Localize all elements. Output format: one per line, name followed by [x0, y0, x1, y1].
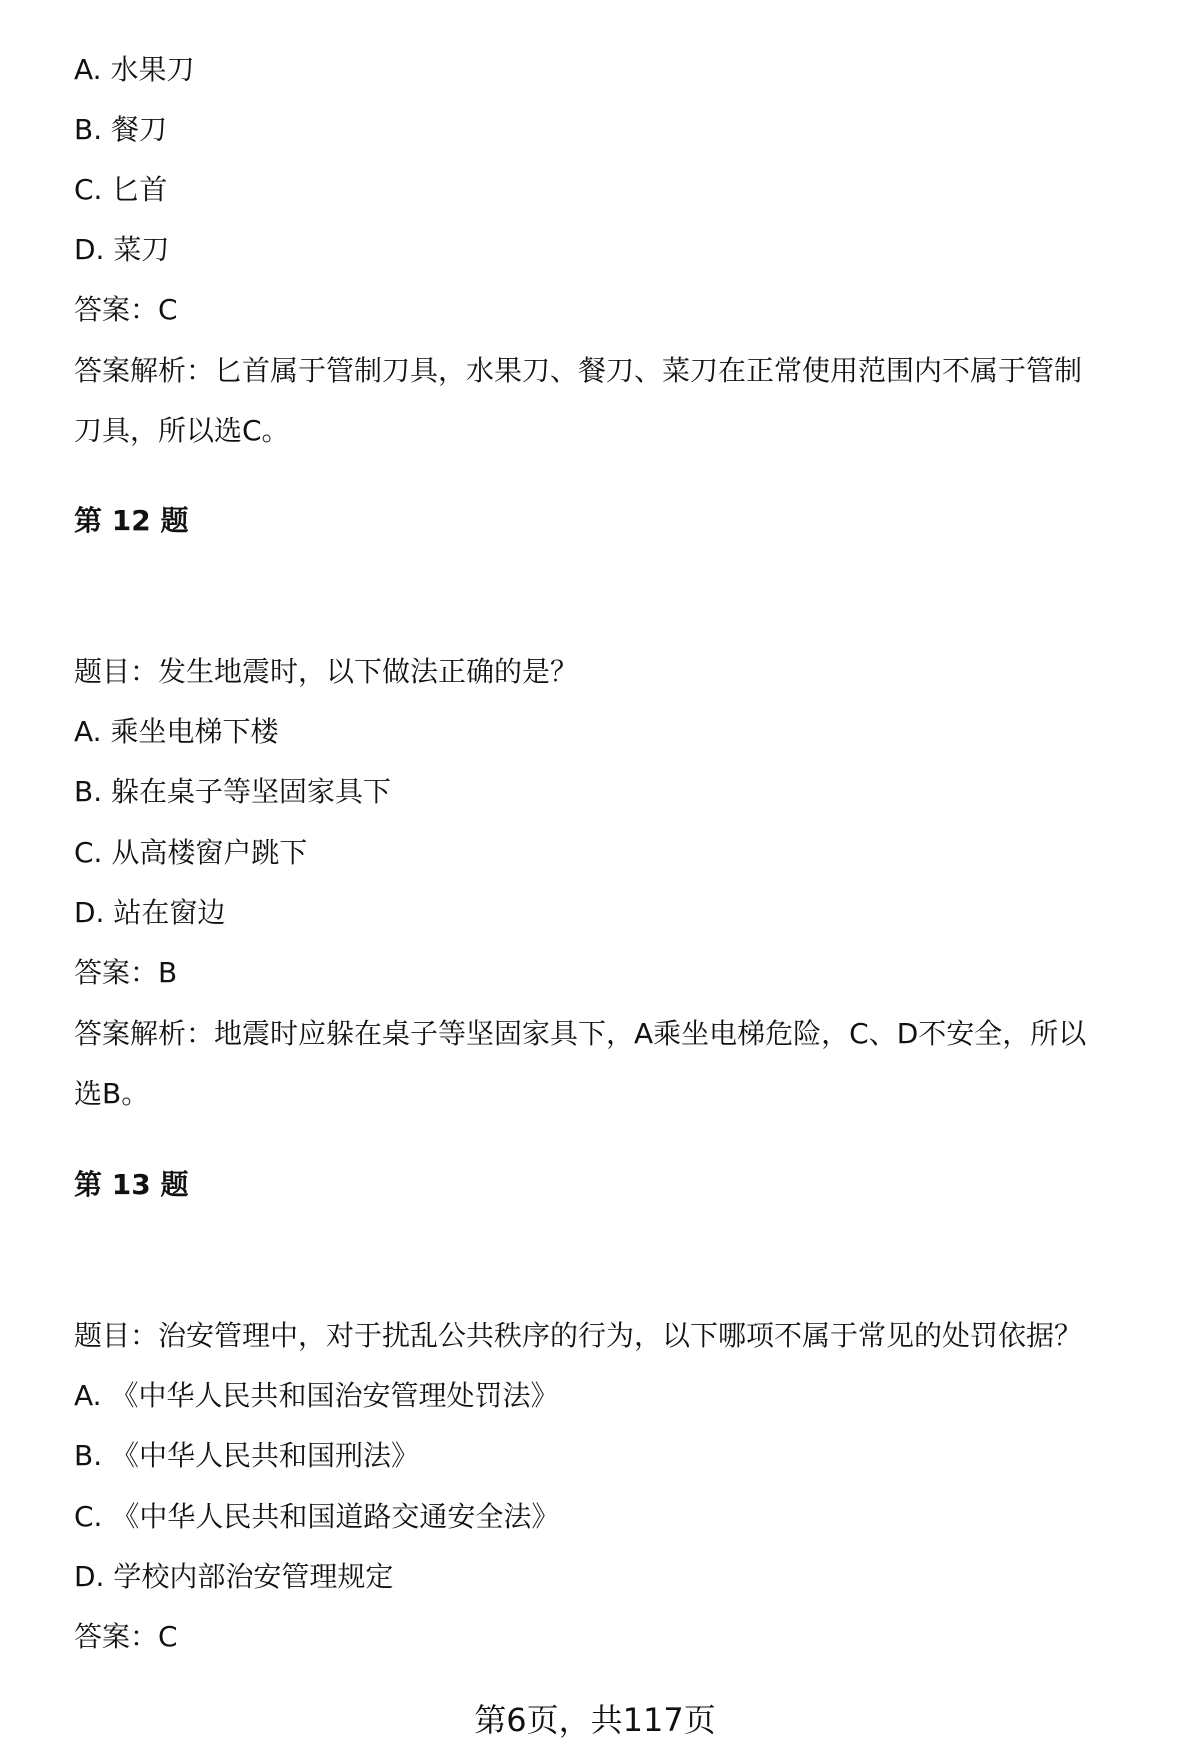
q13-option-b: B. 《中华人民共和国刑法》 — [74, 1439, 420, 1472]
q11-answer: 答案：C — [74, 293, 178, 326]
q12-explanation-line1: 答案解析：地震时应躲在桌子等坚固家具下，A乘坐电梯危险，C、D不安全，所以 — [74, 1017, 1087, 1050]
q13-heading: 第 13 题 — [74, 1168, 189, 1201]
q12-option-d: D. 站在窗边 — [74, 896, 226, 929]
q13-question: 题目：治安管理中，对于扰乱公共秩序的行为，以下哪项不属于常见的处罚依据？ — [74, 1319, 1083, 1352]
q11-explanation-line2: 刀具，所以选C。 — [74, 414, 290, 447]
q12-option-c: C. 从高楼窗户跳下 — [74, 836, 308, 869]
q13-option-c: C. 《中华人民共和国道路交通安全法》 — [74, 1500, 560, 1533]
q11-explanation-line1: 答案解析：匕首属于管制刀具，水果刀、餐刀、菜刀在正常使用范围内不属于管制 — [74, 354, 1083, 387]
q12-heading: 第 12 题 — [74, 504, 189, 537]
q13-option-d: D. 学校内部治安管理规定 — [74, 1560, 394, 1593]
q12-explanation-line2: 选B。 — [74, 1077, 150, 1110]
q13-option-a: A. 《中华人民共和国治安管理处罚法》 — [74, 1379, 559, 1412]
q12-answer: 答案：B — [74, 956, 178, 989]
q11-option-b: B. 餐刀 — [74, 113, 168, 146]
page-number: 第6页，共117页 — [474, 1701, 716, 1739]
q11-option-a: A. 水果刀 — [74, 53, 195, 86]
q13-answer: 答案：C — [74, 1620, 178, 1653]
q12-question: 题目：发生地震时，以下做法正确的是？ — [74, 655, 579, 688]
q11-option-d: D. 菜刀 — [74, 233, 170, 266]
q12-option-a: A. 乘坐电梯下楼 — [74, 715, 279, 748]
q12-option-b: B. 躲在桌子等坚固家具下 — [74, 775, 392, 808]
q11-option-c: C. 匕首 — [74, 173, 168, 206]
